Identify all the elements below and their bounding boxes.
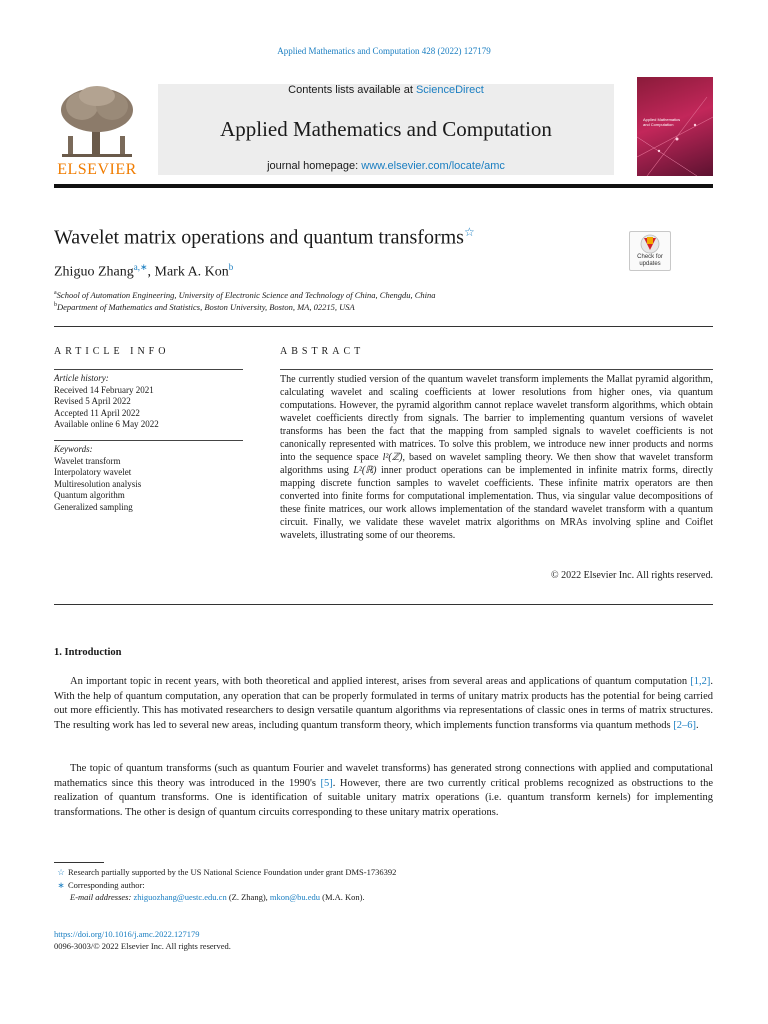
abstract-rule — [280, 369, 713, 370]
keywords-label: Keywords: — [54, 444, 93, 454]
keyword-item: Multiresolution analysis — [54, 478, 142, 489]
footnote-funding — [54, 867, 396, 878]
crossmark-line-1: Check for — [637, 254, 663, 260]
affiliation — [54, 290, 436, 300]
paper-title — [54, 225, 475, 250]
article-info-rule — [54, 440, 243, 441]
footnote-mark: ∗ — [57, 880, 65, 890]
journal-reference[interactable]: Applied Mathematics and Computation 428 (2022) 127179 — [277, 46, 491, 56]
journal-name: Applied Mathematics and Computation — [220, 117, 552, 141]
keyword-item: Interpolatory wavelet — [54, 467, 132, 478]
paragraph-text: The topic of quantum transforms (such as quantum Fourier and wavelet transforms) has generated strong connections with applied and computational mathematics since this theory was introduced in the 1990's — [54, 763, 713, 789]
abstract-part: , based on wavelet sampling theory. We then show that wavelet transform algorithms using — [280, 452, 713, 476]
contents-prefix: Contents lists available at — [288, 84, 413, 96]
title-footnote-mark[interactable]: ☆ — [463, 225, 475, 239]
header-rule — [54, 184, 713, 188]
paragraph-text: . With the help of quantum computation, any operation that can be properly formulated in terms of unitary matrix products has the potential for being carried out more efficiently. This has motivated researchers to design versatile quantum algorithms via representations of classic ones in terms of matrix structures. The resulting work has led to several new areas, including quantum transform theory, which implements function transforms via quantum methods — [54, 676, 713, 731]
history-item: Revised 5 April 2022 — [54, 396, 131, 407]
elsevier-wordmark: ELSEVIER — [57, 161, 137, 178]
article-info-rule — [54, 369, 243, 370]
body-paragraph — [54, 675, 713, 733]
check-for-updates-badge[interactable] — [629, 231, 671, 271]
keywords — [54, 444, 141, 514]
citation-link[interactable]: [1,2] — [690, 676, 711, 687]
footnote-mark: ☆ — [57, 867, 65, 877]
affiliation-text: Department of Mathematics and Statistics, Boston University, Boston, MA, 02215, USA — [57, 302, 355, 312]
affiliation — [54, 302, 355, 312]
footnote-emails — [70, 892, 365, 902]
author-affiliation-marks[interactable]: a,∗ — [133, 262, 148, 272]
section-divider — [54, 604, 713, 605]
footnote-text: Corresponding author: — [68, 880, 145, 890]
cover-title-line-1: Applied Mathematics — [643, 117, 681, 122]
author-name[interactable]: Zhiguo Zhang — [54, 264, 134, 280]
footnote-text: Research partially supported by the US National Science Foundation under grant DMS-1736392 — [68, 867, 397, 877]
introduction-heading: 1. Introduction — [54, 647, 122, 658]
paragraph-text: An important topic in recent years, with both theoretical and applied interest, arises from several areas and applications of quantum computation — [70, 676, 691, 687]
homepage-prefix: journal homepage: — [267, 160, 359, 172]
math-space: L²(ℝ) — [353, 465, 377, 476]
author-name[interactable]: Mark A. Kon — [154, 264, 229, 280]
history-item: Received 14 February 2021 — [54, 384, 154, 395]
crossmark-line-2: updates — [639, 261, 661, 267]
article-info-heading: ARTICLE INFO — [54, 346, 170, 357]
email-owner: (M.A. Kon). — [322, 892, 365, 902]
citation-link[interactable]: [5] — [320, 777, 333, 789]
paragraph-text: . — [696, 719, 699, 731]
footnote-rule — [54, 862, 104, 863]
affiliation-mark: a — [54, 290, 57, 297]
author-affiliation-marks[interactable]: b — [228, 262, 234, 272]
author-list — [54, 262, 233, 281]
keyword-item: Generalized sampling — [54, 501, 133, 512]
math-space: l²(ℤ) — [382, 452, 403, 463]
email-label: E-mail addresses: — [70, 892, 132, 902]
paragraph-text: . However, there are two currently critical problems recognized as obstructions to the realization of quantum transforms. One is identification of suitable unitary matrix operations (i.e. quantum transform kernels) for implementing transformations. The other is design of quantum circuits corresponding to these unitary matrix operations. — [54, 777, 713, 818]
email-owner: (Z. Zhang), — [228, 892, 268, 902]
email-link[interactable]: zhiguozhang@uestc.edu.cn — [133, 892, 227, 902]
email-link[interactable]: mkon@bu.edu — [269, 892, 321, 902]
affiliation-mark: b — [54, 302, 57, 309]
doi-link[interactable]: https://doi.org/10.1016/j.amc.2022.127179 — [54, 929, 200, 939]
sciencedirect-link[interactable]: ScienceDirect — [415, 84, 484, 96]
keyword-item: Wavelet transform — [54, 455, 121, 466]
article-history — [54, 373, 159, 431]
affiliation-text: School of Automation Engineering, University of Electronic Science and Technology of China, Chengdu, China — [56, 290, 436, 300]
contents-line — [158, 84, 614, 96]
journal-cover-image[interactable] — [637, 77, 713, 176]
journal-homepage-link[interactable]: www.elsevier.com/locate/amc — [361, 160, 505, 172]
abstract-part: The currently studied version of the quantum wavelet transform implements the Mallat pyramid algorithm, calculating wavelet and scaling coefficients at lower resolutions from higher ones, via quantum computations. However, the pyramid algorithm cannot replace wavelet transform algorithms, which obtain wavelet coefficients directly from signals. The barrier to implementing quantum versions of wavelet transforms has been the fact that the mapping from sampled signals to wavelet coefficients is not canonically represented with matrices. To solve this problem, we introduce new inner products and norms into the sequence space — [280, 374, 713, 463]
homepage-line — [158, 160, 614, 172]
history-item: Available online 6 May 2022 — [54, 419, 159, 430]
cover-title-line-2: and Computation — [643, 122, 674, 127]
body-paragraph — [54, 762, 713, 820]
abstract-part: inner product operations can be implemented in infinite matrix forms, directly mapping discrete function samples to wavelet coefficients. These infinite matrix operators are then converted into finite forms for computational implementation. Thus, via singular value decompositions of these finite matrices, our work allows implementation of the standard wavelet transform with a quantum circuit. Finally, we validate these wavelet matrix algorithms on MRAs involving spline and Coiflet wavelets, illustrating some of our theorems. — [280, 465, 713, 541]
paper-title-text: Wavelet matrix operations and quantum transforms — [54, 226, 464, 249]
citation-link[interactable]: [2–6] — [673, 719, 697, 731]
history-label: Article history: — [54, 373, 109, 383]
abstract-heading: ABSTRACT — [280, 346, 365, 357]
history-item: Accepted 11 April 2022 — [54, 407, 140, 418]
section-divider — [54, 326, 713, 327]
abstract-copyright: © 2022 Elsevier Inc. All rights reserved. — [550, 570, 713, 581]
footnote-corresponding — [54, 880, 145, 891]
issn-copyright: 0096-3003/© 2022 Elsevier Inc. All rights reserved. — [54, 941, 231, 951]
abstract-text — [280, 373, 713, 542]
author-separator: , — [147, 264, 152, 280]
keyword-item: Quantum algorithm — [54, 490, 125, 501]
